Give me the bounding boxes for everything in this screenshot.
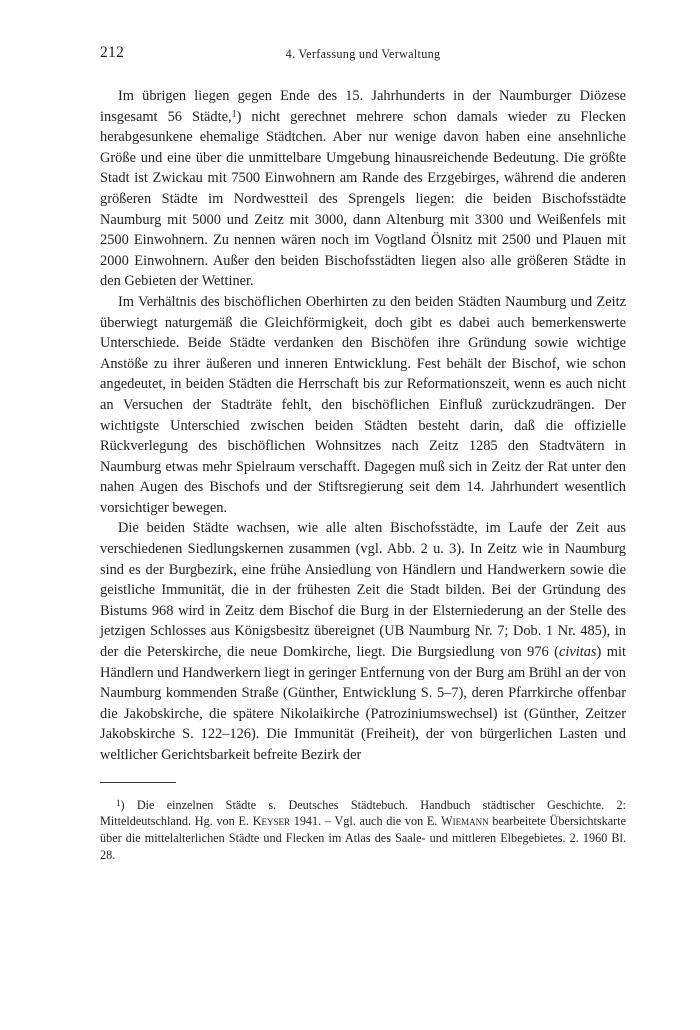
page-number: 212	[100, 44, 125, 61]
paragraph-1-text-b: ) nicht gerechnet mehrere schon damals wieder zu Flecken herabgesunkene ehemalige Städtchen. Aber nur wenige davon haben eine ansehnliche Größe und eine über die unmittelbare Umgebung hinausreichende Bedeutung. Die größte Stadt ist Zwickau mit 7500 Einwohnern am Rande des Erzgebirges, während die anderen größeren Städte im Nordwestteil des Sprengels liegen: die beiden Bischofsstädte Naumburg mit 5000 und Zeitz mit 3000, dann Altenburg mit 3300 und Weißenfels mit 2500 Einwohnern. Zu nennen wären noch im Vogtland Ölsnitz mit 2500 und Plauen mit 2000 Einwohnern. Außer den beiden Bischofsstädten liegen also alle größeren Städte in den Gebieten der Wettiner.	[100, 108, 626, 290]
footnote-1-marker: 1	[116, 797, 121, 808]
author-wiemann: Wiemann	[441, 814, 489, 829]
paragraph-3-text-b: ) mit Händlern und Handwerkern liegt in geringer Entfernung von der Burg am Brühl an der von Naumburg kommenden Straße (Günther, Entwicklung S. 5–7), deren Pfarrkirche offenbar die Jakobskirche, die spätere Nikolaikirche (Patroziniumswechsel) ist (Günther, Zeitzer Jakobskirche S. 122–126). Die Immunität (Freiheit), der von bürgerlichen Lasten und weltlicher Gerichtsbarkeit befreite Bezirk der	[100, 644, 626, 763]
running-head: 4. Verfassung und Verwaltung	[285, 47, 441, 61]
footnote-reference: 1	[231, 108, 237, 120]
footnote-1	[100, 797, 626, 864]
page-header	[100, 38, 626, 64]
footnote-1-text-c: bearbeitete Übersichtskarte über die mittelalterlichen Städte und Flecken im Atlas des Saale- und mittleren Elbegebietes. 2. 1960 Bl. 28.	[100, 814, 627, 862]
paragraph-3-text-a: Die beiden Städte wachsen, wie alle alten Bischofsstädte, im Laufe der Zeit aus verschiedenen Siedlungskernen zusammen (vgl. Abb. 2 u. 3). In Zeitz wie in Naumburg sind es der Burgbezirk, eine frühe Ansiedlung von Händlern und Handwerkern sowie die geistliche Immunität, die in der frühesten Zeit die Stadt bilden. Bei der Gründung des Bistums 968 wird in Zeitz dem Bischof die Burg in der Elsterniederung an der Stelle des jetzigen Schlosses aus Königsbesitz übereignet (UB Naumburg Nr. 7; Dob. 1 Nr. 485), in der die Peterskirche, die neue Domkirche, liegt. Die Burgsiedlung von 976 (	[100, 520, 626, 661]
footnote-1-text-b: 1941. – Vgl. auch die von E.	[290, 814, 442, 829]
main-text	[100, 86, 626, 766]
footnotes	[100, 797, 626, 864]
civitas-italic: civitas	[558, 644, 597, 661]
paragraph-2: Im Verhältnis des bischöflichen Oberhirten zu den beiden Städten Naumburg und Zeitz überwiegt naturgemäß die Gleichförmigkeit, doch gibt es dabei auch bemerkenswerte Unterschiede. Beide Städte verdanken den Bischöfen ihre Gründung sowie wichtige Anstöße zu ihrer äußeren und inneren Entwicklung. Fest behält der Bischof, wie schon angedeutet, in beiden Städten die Herrschaft bis zur Reformationszeit, wenn es auch nicht an Versuchen der Stadträte fehlt, den bischöflichen Einfluß zurückzudrängen. Der wichtigste Unterschied zwischen beiden Städten besteht darin, daß die offizielle Rückverlegung des bischöflichen Wohnsitzes nach Zeitz 1285 den Stadtvätern in Naumburg etwas mehr Spielraum verschafft. Dagegen muß sich in Zeitz der Rat unter den nahen Augen des Bischofs und der Stiftsregierung seit dem 14. Jahrhundert wesentlich vorsichtiger bewegen.	[100, 293, 626, 516]
paragraph-1	[100, 86, 626, 292]
footnote-divider	[100, 782, 176, 783]
author-keyser: Keyser	[252, 814, 290, 829]
paragraph-3	[100, 518, 626, 765]
book-page	[100, 38, 626, 864]
footnote-1-text-a: ) Die einzelnen Städte s. Deutsches Städtebuch. Handbuch städtischer Geschichte. 2: Mitteldeutschland. Hg. von E.	[100, 797, 626, 829]
paragraph-1-text-a: Im übrigen liegen gegen Ende des 15. Jahrhunderts in der Naumburger Diözese insgesamt 56 Städte,	[100, 88, 626, 125]
